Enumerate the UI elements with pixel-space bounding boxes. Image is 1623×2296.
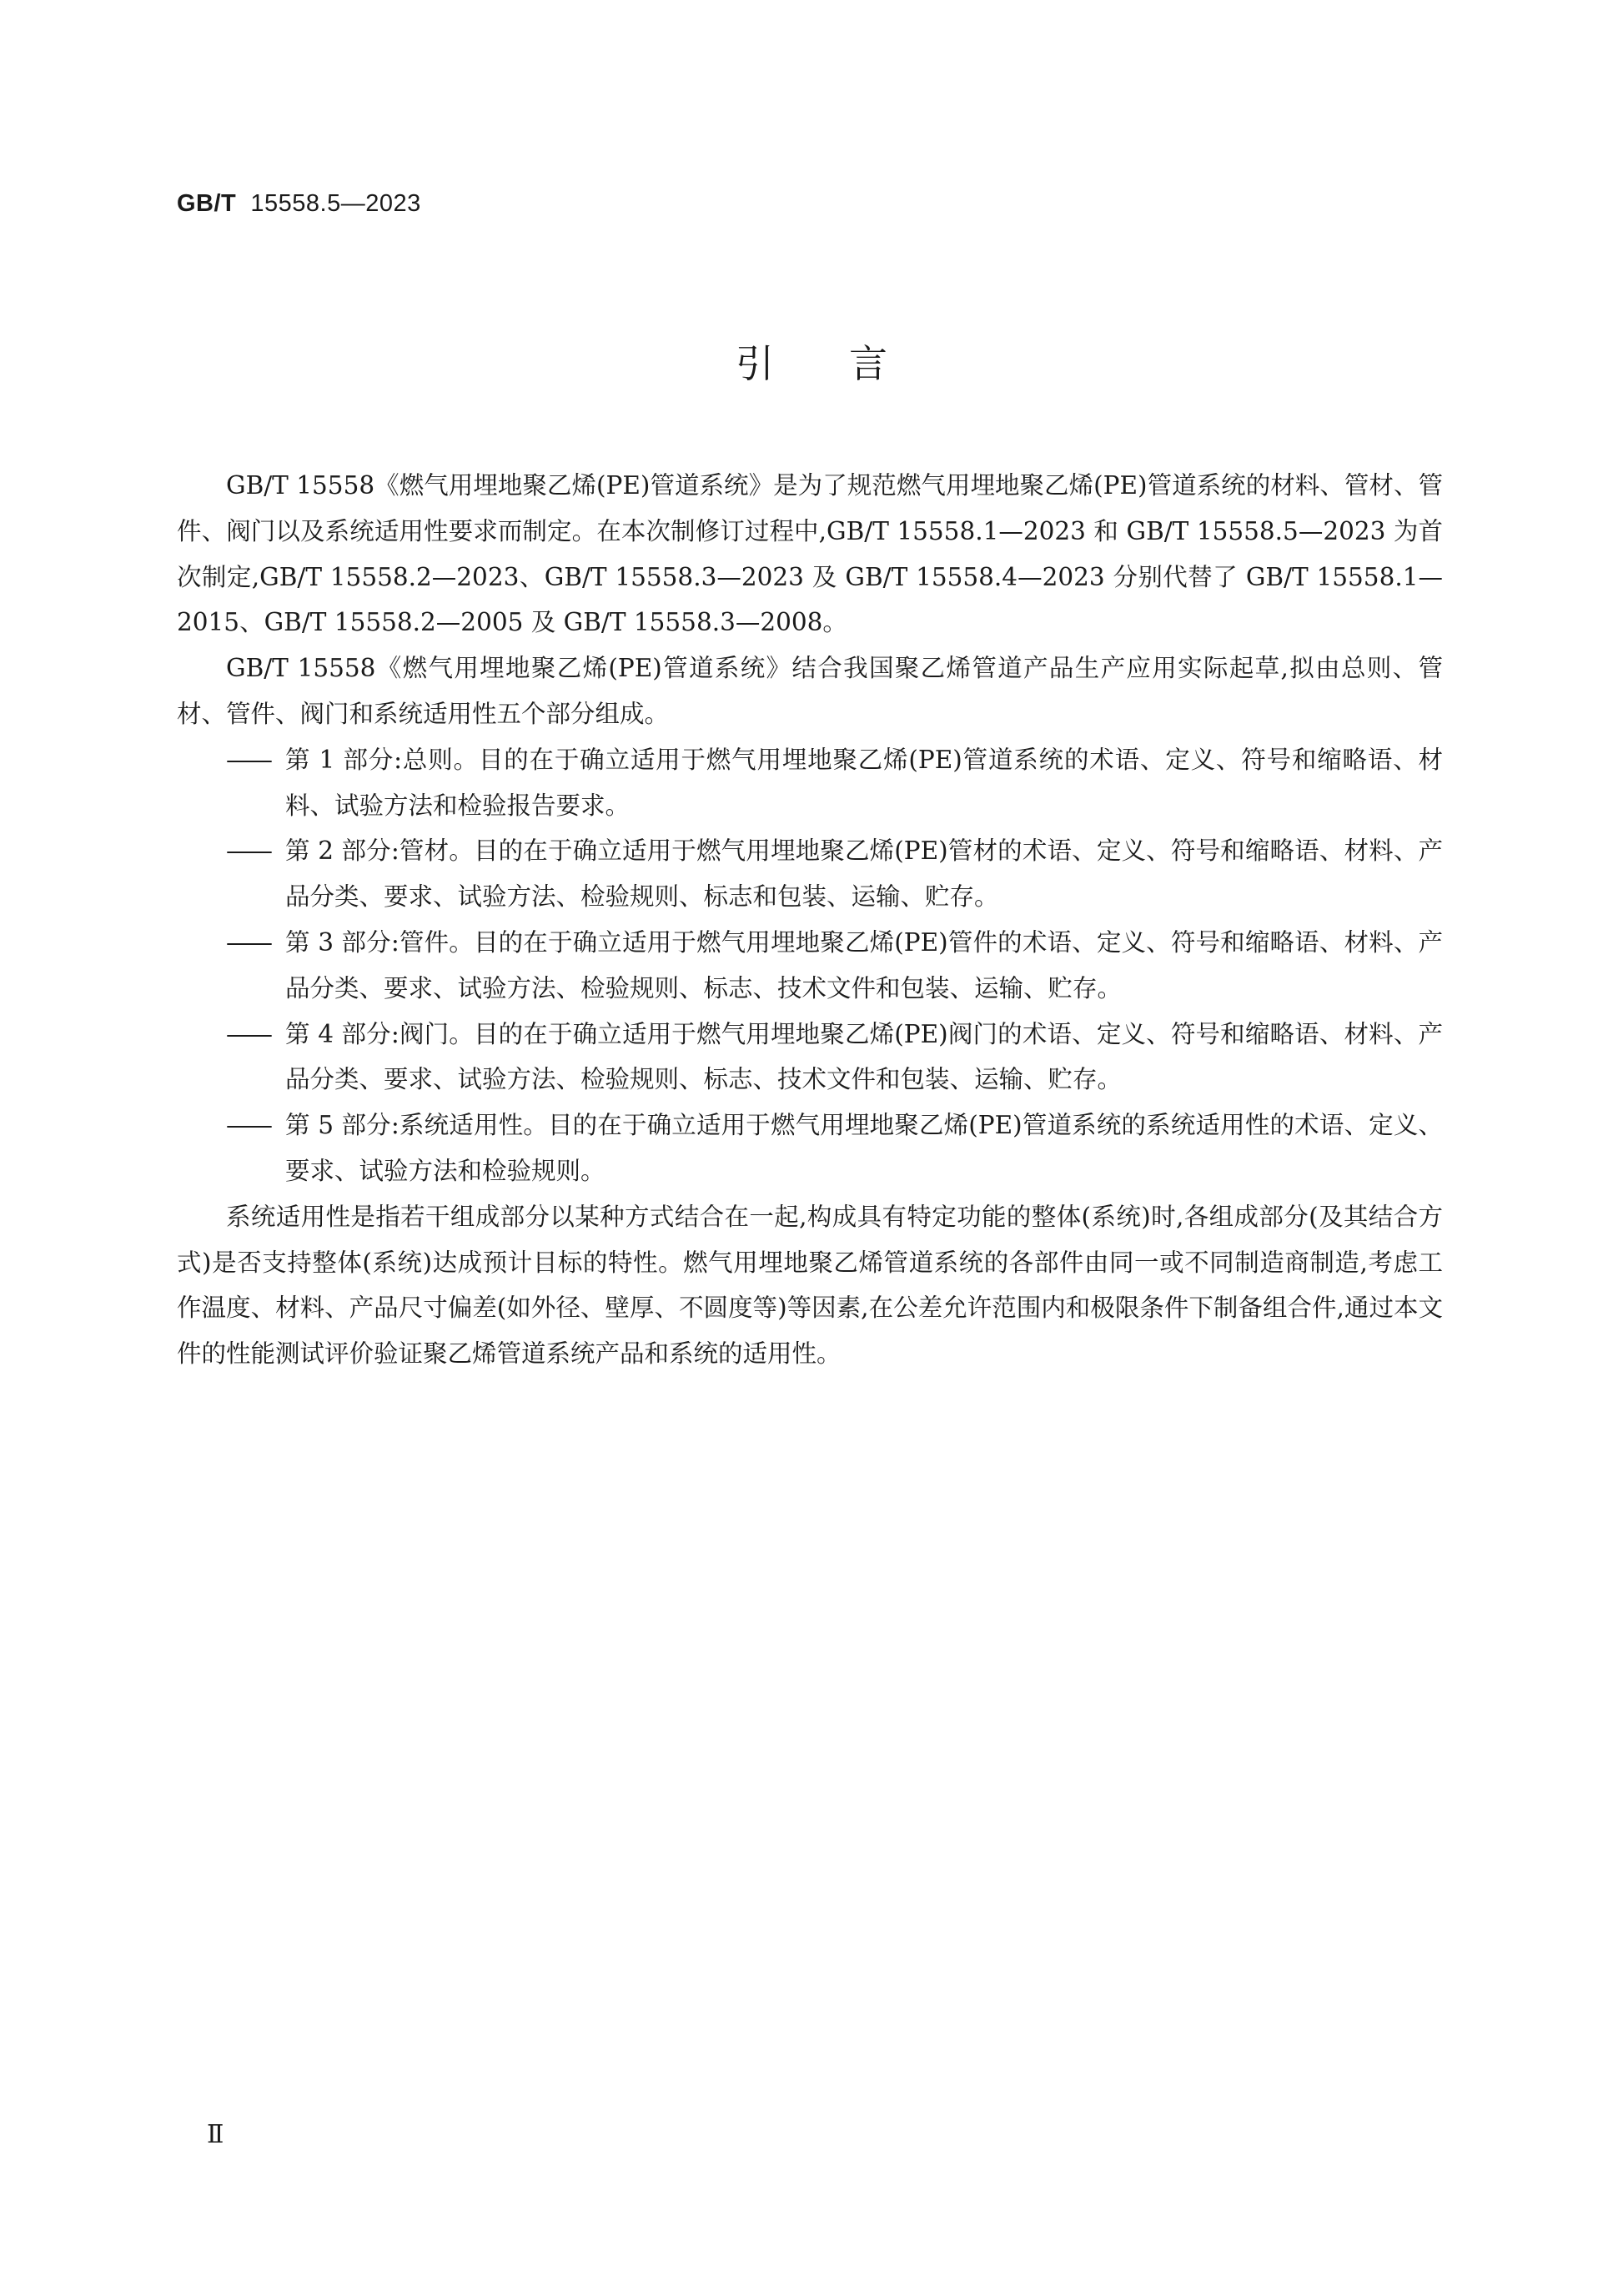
list-item <box>177 737 1443 829</box>
list-dash: —— <box>226 927 270 957</box>
parts-list <box>177 737 1443 1194</box>
list-dash: —— <box>226 1111 270 1140</box>
paragraph-purpose: GB/T 15558《燃气用埋地聚乙烯(PE)管道系统》是为了规范燃气用埋地聚乙烯(PE)管道系统的材料、管材、管件、阀门以及系统适用性要求而制定。在本次制修订过程中,GB/T 15558.1—2023 和 GB/T 15558.5—2023 为首次制定,GB/T 15558.2—2023、GB/T 15558.3—2023 及 GB/T 15558.4—2023 分别代替了 GB/T 15558.1—2015、GB/T 15558.2—2005 及 GB/T 15558.3—2008。 <box>177 471 1443 637</box>
list-item <box>177 920 1443 1012</box>
standard-number: 15558.5—2023 <box>250 190 421 217</box>
list-dash: —— <box>226 837 270 866</box>
list-item-text: 第 5 部分:系统适用性。目的在于确立适用于燃气用埋地聚乙烯(PE)管道系统的系统适用性的术语、定义、要求、试验方法和检验规则。 <box>285 1111 1443 1185</box>
standard-code <box>177 190 421 218</box>
list-item <box>177 1012 1443 1103</box>
list-item-text: 第 3 部分:管件。目的在于确立适用于燃气用埋地聚乙烯(PE)管件的术语、定义、符号和缩略语、材料、产品分类、要求、试验方法、检验规则、标志、技术文件和包装、运输、贮存。 <box>285 927 1443 1002</box>
introduction-body <box>177 463 1443 1377</box>
page-number: Ⅱ <box>207 2120 224 2149</box>
list-item <box>177 1103 1443 1194</box>
list-item-text: 第 1 部分:总则。目的在于确立适用于燃气用埋地聚乙烯(PE)管道系统的术语、定义、符号和缩略语、材料、试验方法和检验报告要求。 <box>285 745 1443 820</box>
paragraph-structure: GB/T 15558《燃气用埋地聚乙烯(PE)管道系统》结合我国聚乙烯管道产品生产应用实际起草,拟由总则、管材、管件、阀门和系统适用性五个部分组成。 <box>177 654 1443 728</box>
list-item-text: 第 4 部分:阀门。目的在于确立适用于燃气用埋地聚乙烯(PE)阀门的术语、定义、符号和缩略语、材料、产品分类、要求、试验方法、检验规则、标志、技术文件和包装、运输、贮存。 <box>285 1019 1443 1094</box>
standard-prefix: GB/T <box>177 190 237 217</box>
list-item-text: 第 2 部分:管材。目的在于确立适用于燃气用埋地聚乙烯(PE)管材的术语、定义、符号和缩略语、材料、产品分类、要求、试验方法、检验规则、标志和包装、运输、贮存。 <box>285 837 1443 912</box>
list-dash: —— <box>226 1019 270 1048</box>
paragraph-system-suitability: 系统适用性是指若干组成部分以某种方式结合在一起,构成具有特定功能的整体(系统)时,各组成部分(及其结合方式)是否支持整体(系统)达成预计目标的特性。燃气用埋地聚乙烯管道系统的各部件由同一或不同制造商制造,考虑工作温度、材料、产品尺寸偏差(如外径、壁厚、不圆度等)等因素,在公差允许范围内和极限条件下制备组合件,通过本文件的性能测试评价验证聚乙烯管道系统产品和系统的适用性。 <box>177 1202 1443 1369</box>
list-item <box>177 828 1443 920</box>
section-title: 引言 <box>736 341 962 386</box>
list-dash: —— <box>226 745 270 774</box>
